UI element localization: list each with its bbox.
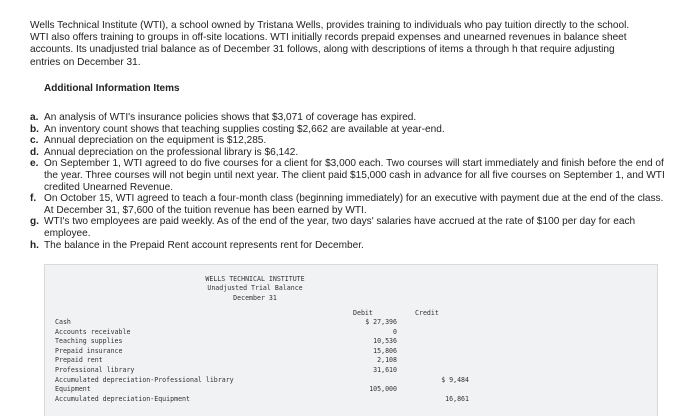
table-row xyxy=(55,395,645,405)
table-row xyxy=(55,318,645,328)
debit-amount: $ 27,396 xyxy=(365,318,397,326)
item-label: d. xyxy=(30,146,39,158)
company-name: WELLS TECHNICAL INSTITUTE xyxy=(205,275,305,283)
additional-info-list xyxy=(30,112,670,251)
additional-info-title: Additional Information Items xyxy=(44,83,180,94)
account-name: Accumulated depreciation-Equipment xyxy=(55,394,190,403)
account-name: Prepaid rent xyxy=(55,356,103,365)
table-row xyxy=(55,385,645,395)
statement-date: December 31 xyxy=(233,293,277,302)
debit-amount: 10,536 xyxy=(373,337,397,346)
item-text: On October 15, WTI agreed to teach a four-month class (beginning immediately) for an executive with payment due at the end of the class. At December 31, $7,600 of the tuition revenue has been earned by WTI. xyxy=(44,193,664,216)
info-item-a xyxy=(30,112,670,124)
trial-balance-header xyxy=(195,275,315,303)
account-name: Prepaid insurance xyxy=(55,346,123,355)
debit-amount: 2,108 xyxy=(377,356,397,365)
item-label: g. xyxy=(30,216,39,228)
info-item-f xyxy=(30,193,670,216)
item-label: a. xyxy=(30,112,39,123)
statement-title: Unadjusted Trial Balance xyxy=(207,284,303,293)
credit-column-header: Credit xyxy=(415,309,439,317)
table-row xyxy=(55,328,645,338)
trial-balance-rows xyxy=(55,318,645,404)
info-item-b xyxy=(30,124,670,136)
info-item-g xyxy=(30,216,670,239)
problem-intro: Wells Technical Institute (WTI), a school owned by Tristana Wells, provides training to individuals who pay tuition directly to the school. WTI also offers training to groups in off-site locations. WTI initially records prepaid expenses and unearned revenues in balance sheet accounts. Its unadjusted trial balance as of December 31 follows, along with descriptions of items a through h that require adjusting entries on December 31. xyxy=(30,20,630,68)
item-text: On September 1, WTI agreed to do five courses for a client for $3,000 each. Two courses will start immediately and finish before the end of the year. Three courses will not begin until next year. The client paid $15,000 cash in advance for all five courses on September 1, and WTI credited Unearned Revenue. xyxy=(44,158,665,193)
credit-amount: $ 9,484 xyxy=(441,375,469,384)
table-row xyxy=(55,337,645,347)
account-name: Teaching supplies xyxy=(55,337,123,346)
info-item-d xyxy=(30,147,670,159)
debit-amount: 31,610 xyxy=(373,365,397,374)
account-name: Accumulated depreciation-Professional library xyxy=(55,375,234,384)
item-text: Annual depreciation on the professional library is $6,142. xyxy=(44,146,299,158)
table-row xyxy=(55,347,645,357)
account-name: Accounts receivable xyxy=(55,327,131,336)
item-text: Annual depreciation on the equipment is $12,285. xyxy=(44,135,267,147)
debit-amount: 105,000 xyxy=(369,385,397,394)
account-name: Professional library xyxy=(55,365,135,374)
info-item-h xyxy=(30,240,670,252)
item-label: f. xyxy=(30,193,37,205)
item-label: h. xyxy=(30,239,39,251)
item-label: c. xyxy=(30,135,39,147)
table-row xyxy=(55,376,645,386)
table-row xyxy=(55,356,645,366)
item-text: The balance in the Prepaid Rent account represents rent for December. xyxy=(44,239,364,251)
account-name: Cash xyxy=(55,318,71,326)
account-name: Equipment xyxy=(55,385,91,394)
info-item-c xyxy=(30,135,670,147)
item-label: e. xyxy=(30,158,39,170)
item-text: An inventory count shows that teaching supplies costing $2,662 are available at year-end. xyxy=(44,123,445,135)
item-label: b. xyxy=(30,123,39,135)
debit-column-header: Debit xyxy=(353,309,373,317)
credit-amount: 16,861 xyxy=(445,394,469,403)
item-text: An analysis of WTI's insurance policies shows that $3,071 of coverage has expired. xyxy=(44,112,417,123)
trial-balance-panel xyxy=(44,264,658,416)
info-item-e xyxy=(30,158,670,193)
item-text: WTI's two employees are paid weekly. As of the end of the year, two days' salaries have accrued at the rate of $100 per day for each employee. xyxy=(44,216,636,239)
table-row xyxy=(55,366,645,376)
debit-amount: 15,806 xyxy=(373,346,397,355)
debit-amount: 0 xyxy=(393,327,397,336)
